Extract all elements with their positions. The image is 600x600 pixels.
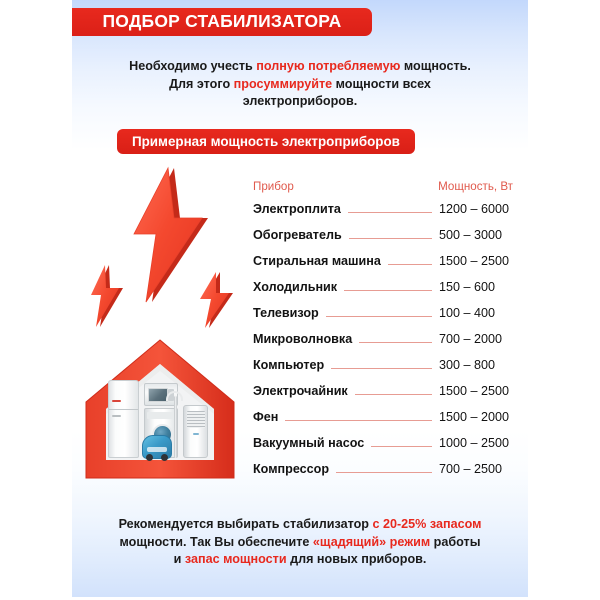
device-power: 150 – 600 xyxy=(439,280,496,294)
table-row xyxy=(253,306,515,332)
device-name: Компьютер xyxy=(253,358,325,372)
footer-line3-prefix: и xyxy=(173,552,185,566)
device-power: 700 – 2000 xyxy=(439,332,503,346)
intro-line1-highlight: полную потребляемую xyxy=(256,59,401,73)
leader-line xyxy=(359,342,432,343)
device-power: 1000 – 2500 xyxy=(439,436,510,450)
table-row xyxy=(253,462,515,488)
intro-line1-prefix: Необходимо учесть xyxy=(129,59,257,73)
leader-line xyxy=(336,472,432,473)
device-name: Холодильник xyxy=(253,280,338,294)
leader-line xyxy=(344,290,432,291)
device-name: Вакуумный насос xyxy=(253,436,365,450)
table-row xyxy=(253,358,515,384)
table-row xyxy=(253,436,515,462)
device-name: Фен xyxy=(253,410,279,424)
footer-paragraph xyxy=(90,516,510,569)
leader-line xyxy=(331,368,432,369)
device-power: 1500 – 2500 xyxy=(439,384,510,398)
page-title-badge xyxy=(72,8,372,36)
footer-line2-prefix: мощности. Так Вы обеспечите xyxy=(119,534,313,549)
power-table xyxy=(253,180,515,488)
table-row xyxy=(253,410,515,436)
intro-paragraph xyxy=(96,58,504,111)
device-name: Телевизор xyxy=(253,306,319,320)
footer-line3-suffix: для новых приборов. xyxy=(286,552,427,566)
lightning-bolt-small-left-icon xyxy=(86,265,124,327)
footer-line1-highlight: с 20-25% запасом xyxy=(372,517,482,531)
vacuum-wand-icon xyxy=(174,396,177,458)
lightning-bolt-small-right-icon xyxy=(194,272,234,328)
device-name: Электроплита xyxy=(253,202,341,216)
table-row xyxy=(253,332,515,358)
device-power: 1200 – 6000 xyxy=(439,202,510,216)
section-title: Примерная мощность электроприборов xyxy=(132,133,400,149)
table-row xyxy=(253,202,515,228)
intro-line3: электроприборов. xyxy=(242,94,358,108)
column-header-power: Мощность, Вт xyxy=(438,180,513,193)
device-power: 500 – 3000 xyxy=(439,228,503,242)
section-title-badge xyxy=(117,129,415,154)
column-header-device: Прибор xyxy=(253,180,294,193)
intro-line2-suffix: мощности всех xyxy=(332,76,431,91)
footer-line1-prefix: Рекомендуется выбирать стабилизатор xyxy=(118,517,373,531)
page-title: ПОДБОР СТАБИЛИЗАТОРА xyxy=(102,11,342,31)
device-name: Микроволновка xyxy=(253,332,353,346)
vacuum-handle-icon xyxy=(166,391,183,401)
footer-line2-highlight: «щадящий» режим xyxy=(312,534,431,549)
table-row xyxy=(253,280,515,306)
leader-line xyxy=(388,264,432,265)
leader-line xyxy=(326,316,432,317)
device-name: Электрочайник xyxy=(253,384,348,398)
device-power: 1500 – 2500 xyxy=(439,254,510,268)
intro-line2-highlight: просуммируйте xyxy=(233,76,333,91)
device-power: 300 – 800 xyxy=(439,358,496,372)
device-name: Компрессор xyxy=(253,462,330,476)
table-row xyxy=(253,384,515,410)
vacuum-cleaner-icon xyxy=(142,435,172,459)
device-power: 100 – 400 xyxy=(439,306,496,320)
device-power: 1500 – 2000 xyxy=(439,410,510,424)
table-row xyxy=(253,228,515,254)
leader-line xyxy=(349,238,432,239)
footer-line2-suffix: работы xyxy=(430,534,481,549)
leader-line xyxy=(355,394,432,395)
leader-line xyxy=(285,420,432,421)
footer-line3-highlight: запас мощности xyxy=(184,552,287,566)
appliance-group xyxy=(104,378,216,465)
intro-line1-suffix: мощность. xyxy=(400,59,471,73)
table-header-row xyxy=(253,180,515,193)
table-row xyxy=(253,254,515,280)
leader-line xyxy=(371,446,432,447)
air-conditioner-icon xyxy=(183,405,208,458)
refrigerator-icon xyxy=(108,380,139,458)
device-name: Стиральная машина xyxy=(253,254,381,268)
intro-line2-prefix: Для этого xyxy=(169,76,234,91)
device-power: 700 – 2500 xyxy=(439,462,503,476)
leader-line xyxy=(348,212,432,213)
device-name: Обогреватель xyxy=(253,228,342,242)
